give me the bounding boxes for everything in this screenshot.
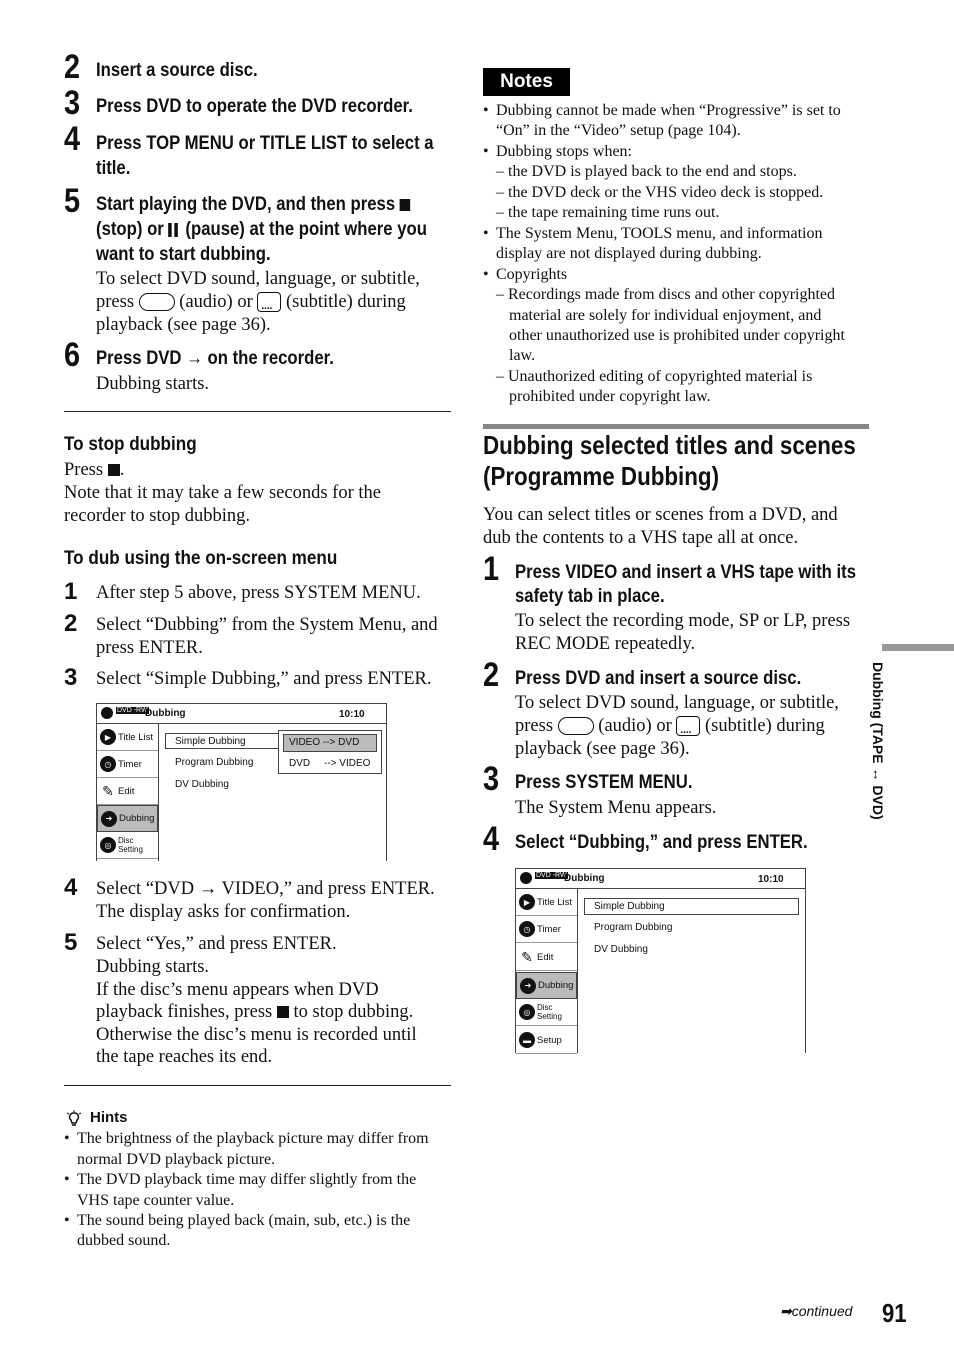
note-text: law. [509,347,536,364]
menu-item-disc-setting[interactable] [516,999,577,1026]
section-rule [483,424,869,429]
step-heading: title. [96,158,131,179]
step-heading: safety tab in place. [515,586,665,607]
option-program-dubbing[interactable]: Program Dubbing [175,757,254,768]
body-text: playback finishes, press [96,1002,273,1022]
body-text: Press . [64,460,125,480]
menu-item-dubbing[interactable] [97,805,158,832]
body-text: press [515,716,554,736]
bullet: • [483,102,489,119]
menu-item-title-list[interactable] [516,889,577,916]
body-text: press [96,292,135,312]
chapter-tab-label: Dubbing (TAPE ↔ DVD) [870,662,886,820]
note-text: The System Menu, TOOLS menu, and information [496,225,823,242]
step-body: To select the recording mode, SP or LP, press [515,611,851,631]
clock: 10:10 [339,709,365,720]
step-number: 1 [483,550,500,588]
step-body: To select DVD sound, language, or subtitle, [515,693,839,713]
dubbing-icon: ➜ [101,811,117,827]
menu-item-label: Timer [537,923,561,935]
step-heading: Insert a source disc. [96,60,258,81]
step-heading-text: (pause) at the point where you [185,219,427,240]
option-dvd-to-video[interactable]: DVD --> VIDEO [289,758,371,769]
bullet: • [64,1171,70,1188]
timer-icon: ◷ [100,756,116,772]
item-text: Select “Simple Dubbing,” and press ENTER. [96,669,432,689]
note-text: Copyrights [496,266,568,283]
step-number: 4 [64,120,81,158]
menu-item-dubbing[interactable] [516,972,577,999]
menu-top-bar [516,869,805,889]
disc-icon [101,707,113,719]
step-heading [96,192,410,217]
menu-sidebar [97,724,159,861]
timer-icon: ◷ [519,921,535,937]
step-heading-text: (stop) or [96,219,164,240]
intro-text: You can select titles or scenes from a DVD, and [483,505,838,525]
step-heading: Press DVD to operate the DVD recorder. [96,96,413,117]
edit-icon: ✎ [521,948,533,965]
menu-item-label: Disc Setting [537,1003,562,1021]
body-text: to stop dubbing. [293,1002,414,1022]
menu-item-label: Setup [537,1034,562,1046]
step-body: The System Menu appears. [515,798,717,818]
option-simple-dubbing[interactable]: Simple Dubbing [175,736,246,747]
setup-toolbox-icon: ▬ [519,1032,535,1048]
stop-icon [108,464,120,476]
menu-sidebar [516,889,578,1053]
body-text: Press [64,460,104,480]
clock: 10:10 [758,874,784,885]
hint-text: The sound being played back (main, sub, etc.) is the [77,1212,411,1229]
pause-icon [168,223,172,237]
item-text: Select “DVD → VIDEO,” and press ENTER. [96,879,435,899]
step-body: playback (see page 36). [515,739,690,759]
note-text: other unauthorized use is prohibited under copyright [509,327,845,344]
item-text: press ENTER. [96,638,203,658]
menu-item-label: Title List [118,731,154,743]
body-text: (subtitle) during [705,716,825,736]
step-number: 2 [64,48,81,86]
arrow-right-icon: ➡ [780,1303,792,1319]
item-text: Dubbing starts. [96,957,210,977]
disc-setting-icon: ◎ [519,1004,535,1020]
step-heading: want to start dubbing. [96,244,271,265]
bullet: • [64,1212,70,1229]
body-text: recorder to stop dubbing. [64,506,250,526]
bullet: • [483,143,489,160]
bullet: • [64,1130,70,1147]
item-text: Select “Yes,” and press ENTER. [96,934,337,954]
step-body: To select DVD sound, language, or subtitle, [96,269,420,289]
hint-text: The DVD playback time may differ slightly from the [77,1171,417,1188]
item-number: 2 [64,610,78,637]
item-text: After step 5 above, press SYSTEM MENU. [96,583,421,603]
note-text: – the DVD deck or the VHS video deck is stopped. [496,184,824,201]
menu-item-timer[interactable] [516,916,577,943]
note-text: – the tape remaining time runs out. [496,204,720,221]
system-menu-screen [515,868,806,1053]
note-text: “On” in the “Video” setup (page 104). [496,122,741,139]
item-text: If the disc’s menu appears when DVD [96,980,379,1000]
step-heading: Select “Dubbing,” and press ENTER. [515,832,808,853]
menu-title: Dubbing [145,708,186,719]
chapter-tab-bar [882,644,954,651]
hint-text: dubbed sound. [77,1232,171,1249]
submenu-popup [278,730,382,774]
menu-item-label: Edit [118,785,135,797]
hints-heading: Hints [90,1109,128,1126]
subheading: To dub using the on-screen menu [64,548,338,569]
disc-icon [520,872,532,884]
disc-setting-icon: ◎ [100,837,116,853]
body-text: (audio) or [179,292,253,312]
menu-top-bar [97,704,386,724]
option-dv-dubbing[interactable]: DV Dubbing [175,779,229,790]
menu-item-label: Dubbing [538,980,574,991]
option-program-dubbing[interactable]: Program Dubbing [594,922,673,933]
continued-label [780,1303,852,1320]
disc-type-label: DVD -RW [117,707,148,714]
note-text: – the DVD is played back to the end and stops. [496,163,797,180]
item-number: 3 [64,664,78,691]
item-text [96,1001,413,1024]
option-video-to-dvd[interactable]: VIDEO --> DVD [289,737,360,748]
item-text: the tape reaches its end. [96,1047,273,1067]
note-text: Dubbing stops when: [496,143,632,160]
note-text: – Unauthorized editing of copyrighted material is [496,368,813,385]
continued-text: continued [791,1303,853,1319]
step-body: playback (see page 36). [96,315,271,335]
step-body: Dubbing starts. [96,374,210,394]
step-heading: Press TOP MENU or TITLE LIST to select a [96,133,434,154]
note-text: display are not displayed during dubbing. [496,245,762,262]
step-heading: Press DVD → on the recorder. [96,348,334,369]
item-number: 4 [64,874,78,901]
step-number: 3 [64,84,81,122]
item-number: 1 [64,578,78,605]
option-dv-dubbing[interactable]: DV Dubbing [594,944,648,955]
menu-item-title-list[interactable] [97,724,158,751]
menu-item-disc-setting[interactable] [97,832,158,859]
body-text: (audio) or [598,716,672,736]
note-text: – Recordings made from discs and other copyrighted [496,286,836,303]
notes-badge: Notes [483,68,570,96]
title-list-icon: ▶ [519,894,535,910]
step-number: 3 [483,760,500,798]
note-text: material are solely for individual enjoyment, and [509,307,822,324]
note-text: prohibited under copyright law. [509,388,711,405]
menu-item-label: Dubbing [119,813,155,824]
section-title: Dubbing selected titles and scenes [483,430,856,460]
step-heading-text: Start playing the DVD, and then press [96,194,396,215]
bullet: • [483,225,489,242]
menu-item-timer[interactable] [97,751,158,778]
hint-text: normal DVD playback picture. [77,1151,276,1168]
divider [64,1085,451,1086]
bullet: • [483,266,489,283]
audio-button-icon [139,293,175,311]
step-body [515,715,825,738]
page-number: 91 [882,1298,907,1328]
menu-item-label: Edit [537,951,554,963]
dubbing-icon: ➜ [520,978,536,994]
intro-text: dub the contents to a VHS tape all at once. [483,528,799,548]
menu-title: Dubbing [564,873,605,884]
lightbulb-icon [66,1110,82,1128]
edit-icon: ✎ [102,782,114,799]
divider [64,411,451,412]
item-text: Select “Dubbing” from the System Menu, and [96,615,438,635]
step-number: 5 [64,182,81,220]
step-heading [96,217,427,242]
note-text: Dubbing cannot be made when “Progressive” is set to [496,102,841,119]
section-title: (Programme Dubbing) [483,461,720,491]
subheading: To stop dubbing [64,434,197,455]
option-simple-dubbing[interactable]: Simple Dubbing [594,901,665,912]
hint-text: VHS tape counter value. [77,1192,235,1209]
stop-icon [400,199,411,211]
step-number: 4 [483,820,500,858]
stop-icon [277,1006,289,1018]
hint-text: The brightness of the playback picture may differ from [77,1130,429,1147]
step-heading: Press VIDEO and insert a VHS tape with its [515,562,857,583]
system-menu-screen [96,703,387,861]
item-number: 5 [64,929,78,956]
menu-item-edit[interactable] [97,778,158,805]
pause-icon [175,223,179,237]
body-text: (subtitle) during [286,292,406,312]
menu-item-label: Disc Setting [118,836,143,854]
item-text: Otherwise the disc’s menu is recorded until [96,1025,417,1045]
step-number: 2 [483,656,500,694]
menu-item-setup[interactable] [516,1027,577,1054]
menu-item-label: Title List [537,896,573,908]
step-heading: Press DVD and insert a source disc. [515,668,802,689]
item-text: The display asks for confirmation. [96,902,351,922]
step-body [96,291,406,314]
disc-type-label: DVD -RW [536,872,567,879]
body-text: Note that it may take a few seconds for the [64,483,381,503]
title-list-icon: ▶ [100,729,116,745]
menu-item-label: Timer [118,758,142,770]
subtitle-button-icon [676,716,700,736]
step-heading: Press SYSTEM MENU. [515,772,693,793]
step-number: 6 [64,336,81,374]
menu-item-edit[interactable] [516,944,577,971]
step-body: REC MODE repeatedly. [515,634,696,654]
subtitle-button-icon [257,292,281,312]
audio-button-icon [558,717,594,735]
